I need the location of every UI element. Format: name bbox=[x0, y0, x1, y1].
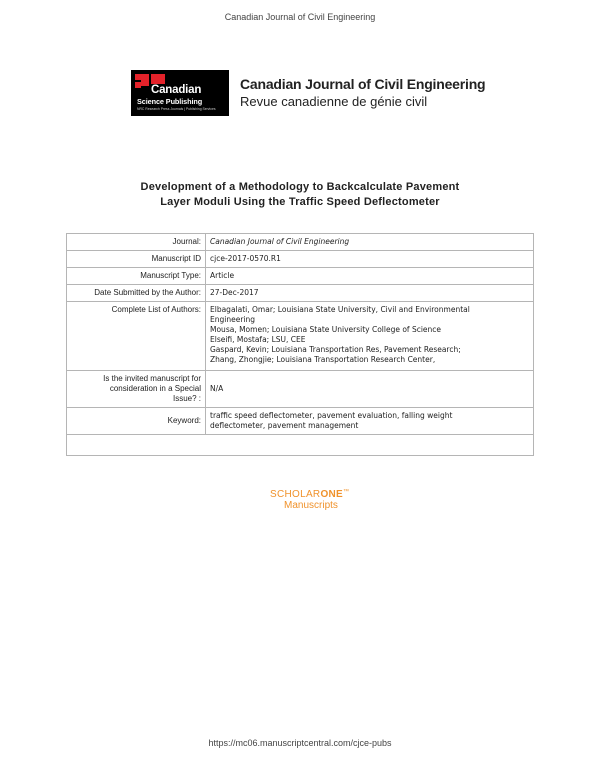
keyword-line: traffic speed deflectometer, pavement evaluation, falling weight bbox=[210, 411, 453, 420]
authors-label: Complete List of Authors: bbox=[67, 302, 206, 371]
scholarone-logo bbox=[270, 489, 390, 511]
scholarone-sub: Manuscripts bbox=[284, 500, 338, 511]
manuscript-title bbox=[0, 180, 600, 210]
logo-science-publishing: Science Publishing bbox=[137, 97, 203, 106]
author-line: Elseifi, Mostafa; LSU, CEE bbox=[210, 335, 306, 344]
csp-logo bbox=[131, 70, 229, 116]
table-row bbox=[67, 268, 534, 285]
manuscript-id-value: cjce-2017-0570.R1 bbox=[206, 251, 534, 268]
title-line-1: Development of a Methodology to Backcalculate Pavement bbox=[140, 181, 460, 193]
author-line: Zhang, Zhongjie; Louisiana Transportation Research Center, bbox=[210, 355, 436, 364]
table-row bbox=[67, 371, 534, 408]
author-line: Gaspard, Kevin; Louisiana Transportation Res, Pavement Research; bbox=[210, 345, 461, 354]
logo-tagline: NRC Research Press Journals | Publishing Services bbox=[137, 107, 216, 111]
journal-name-fr: Revue canadienne de génie civil bbox=[240, 94, 428, 109]
journal-masthead bbox=[131, 70, 486, 118]
author-line: Elbagalati, Omar; Louisiana State University, Civil and Environmental bbox=[210, 305, 470, 314]
journal-name-en: Canadian Journal of Civil Engineering bbox=[240, 76, 486, 92]
special-issue-label-line: Issue? : bbox=[172, 394, 201, 403]
author-line: Engineering bbox=[210, 315, 255, 324]
manuscript-type-label: Manuscript Type: bbox=[67, 268, 206, 285]
scholarone-part1: SCHOLAR bbox=[270, 489, 321, 500]
empty-row bbox=[67, 435, 534, 456]
keyword-line: deflectometer, pavement management bbox=[210, 421, 359, 430]
manuscript-id-label: Manuscript ID bbox=[67, 251, 206, 268]
manuscript-type-value: Article bbox=[206, 268, 534, 285]
journal-label: Journal: bbox=[67, 234, 206, 251]
keyword-label: Keyword: bbox=[67, 408, 206, 435]
journal-value: Canadian Journal of Civil Engineering bbox=[206, 234, 534, 251]
table-row bbox=[67, 251, 534, 268]
table-row bbox=[67, 302, 534, 371]
keyword-value bbox=[206, 408, 534, 435]
table-row bbox=[67, 234, 534, 251]
date-label: Date Submitted by the Author: bbox=[67, 285, 206, 302]
special-issue-label-line: Is the invited manuscript for bbox=[103, 374, 201, 383]
table-row bbox=[67, 435, 534, 456]
date-value: 27-Dec-2017 bbox=[206, 285, 534, 302]
manuscript-info-table bbox=[66, 233, 534, 456]
running-head: Canadian Journal of Civil Engineering bbox=[224, 12, 376, 22]
authors-value bbox=[206, 302, 534, 371]
footer-url: https://mc06.manuscriptcentral.com/cjce-pubs bbox=[208, 738, 392, 748]
title-line-2: Layer Moduli Using the Traffic Speed Deflectometer bbox=[160, 196, 440, 208]
trademark-mark: ™ bbox=[343, 489, 350, 495]
special-issue-label bbox=[67, 371, 206, 408]
special-issue-label-line: consideration in a Special bbox=[109, 384, 201, 393]
scholarone-part2: ONE bbox=[320, 489, 344, 500]
author-line: Mousa, Momen; Louisiana State University College of Science bbox=[210, 325, 442, 334]
table-row bbox=[67, 408, 534, 435]
logo-canadian: Canadian bbox=[151, 84, 202, 96]
table-row bbox=[67, 285, 534, 302]
special-issue-value: N/A bbox=[206, 371, 534, 408]
